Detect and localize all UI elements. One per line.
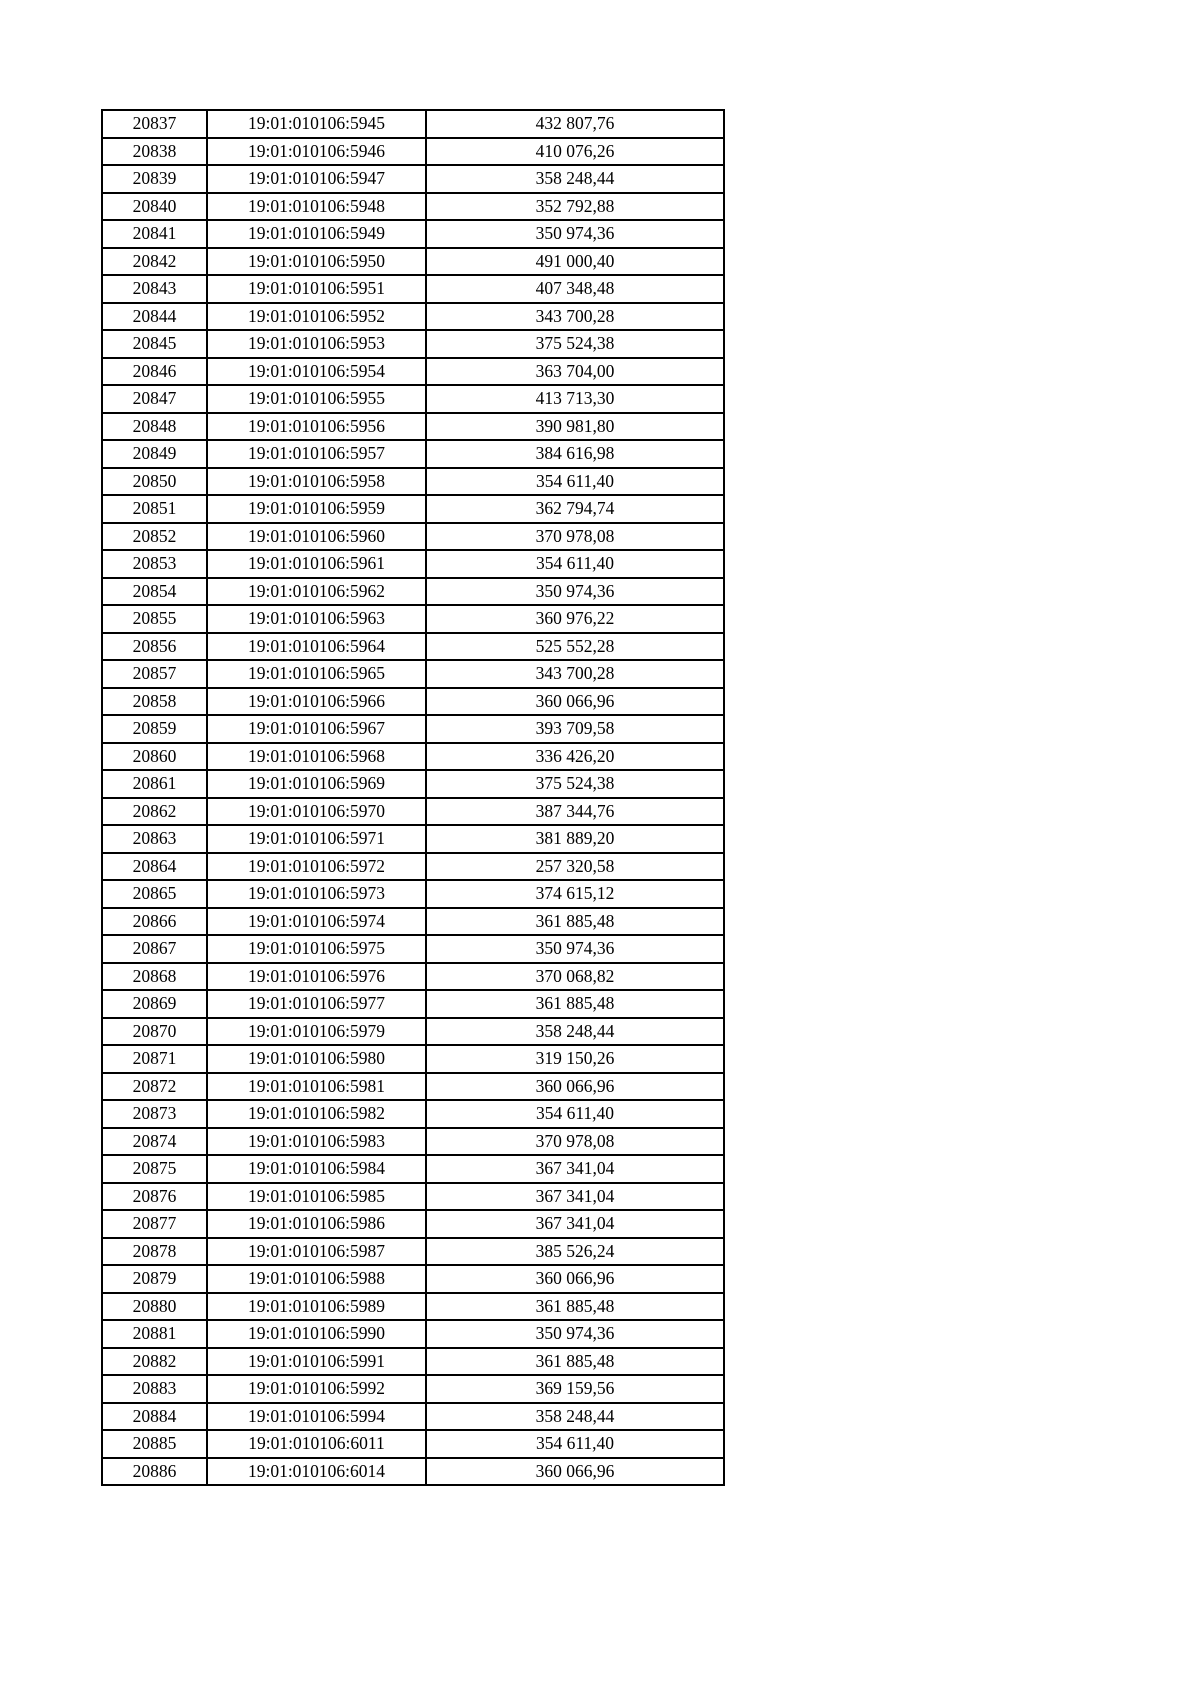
row-number-cell: 20839 — [102, 165, 207, 193]
row-number-cell: 20856 — [102, 633, 207, 661]
value-cell: 525 552,28 — [426, 633, 724, 661]
cadastral-number-cell: 19:01:010106:5991 — [207, 1348, 426, 1376]
table-row — [102, 165, 724, 193]
row-number-cell: 20869 — [102, 990, 207, 1018]
value-cell: 367 341,04 — [426, 1155, 724, 1183]
cadastral-number-cell: 19:01:010106:5963 — [207, 605, 426, 633]
row-number-cell: 20867 — [102, 935, 207, 963]
cadastral-number-cell: 19:01:010106:5989 — [207, 1293, 426, 1321]
cadastral-number-cell: 19:01:010106:5954 — [207, 358, 426, 386]
cadastral-number-cell: 19:01:010106:5977 — [207, 990, 426, 1018]
cadastral-number-cell: 19:01:010106:5955 — [207, 385, 426, 413]
row-number-cell: 20884 — [102, 1403, 207, 1431]
value-cell: 370 978,08 — [426, 1128, 724, 1156]
table-row — [102, 1430, 724, 1458]
table-row — [102, 853, 724, 881]
cadastral-number-cell: 19:01:010106:5983 — [207, 1128, 426, 1156]
value-cell: 370 978,08 — [426, 523, 724, 551]
row-number-cell: 20845 — [102, 330, 207, 358]
table-row — [102, 1238, 724, 1266]
row-number-cell: 20848 — [102, 413, 207, 441]
row-number-cell: 20849 — [102, 440, 207, 468]
table-row — [102, 798, 724, 826]
row-number-cell: 20853 — [102, 550, 207, 578]
table-row — [102, 330, 724, 358]
table-row — [102, 303, 724, 331]
row-number-cell: 20860 — [102, 743, 207, 771]
table-row — [102, 1265, 724, 1293]
value-cell: 350 974,36 — [426, 935, 724, 963]
row-number-cell: 20837 — [102, 110, 207, 138]
value-cell: 367 341,04 — [426, 1210, 724, 1238]
table-row — [102, 523, 724, 551]
table-row — [102, 880, 724, 908]
row-number-cell: 20886 — [102, 1458, 207, 1486]
cadastral-number-cell: 19:01:010106:5979 — [207, 1018, 426, 1046]
value-cell: 381 889,20 — [426, 825, 724, 853]
table-row — [102, 385, 724, 413]
row-number-cell: 20866 — [102, 908, 207, 936]
row-number-cell: 20875 — [102, 1155, 207, 1183]
table-row — [102, 1018, 724, 1046]
value-cell: 319 150,26 — [426, 1045, 724, 1073]
row-number-cell: 20868 — [102, 963, 207, 991]
cadastral-number-cell: 19:01:010106:5968 — [207, 743, 426, 771]
row-number-cell: 20863 — [102, 825, 207, 853]
row-number-cell: 20879 — [102, 1265, 207, 1293]
table-row — [102, 193, 724, 221]
cadastral-number-cell: 19:01:010106:5970 — [207, 798, 426, 826]
table-row — [102, 688, 724, 716]
table-row — [102, 743, 724, 771]
cadastral-number-cell: 19:01:010106:5980 — [207, 1045, 426, 1073]
cadastral-number-cell: 19:01:010106:5971 — [207, 825, 426, 853]
row-number-cell: 20844 — [102, 303, 207, 331]
row-number-cell: 20843 — [102, 275, 207, 303]
row-number-cell: 20865 — [102, 880, 207, 908]
table-row — [102, 413, 724, 441]
value-cell: 350 974,36 — [426, 578, 724, 606]
table-row — [102, 990, 724, 1018]
value-cell: 360 066,96 — [426, 1073, 724, 1101]
cadastral-number-cell: 19:01:010106:5964 — [207, 633, 426, 661]
table-row — [102, 138, 724, 166]
cadastral-number-cell: 19:01:010106:5947 — [207, 165, 426, 193]
cadastral-number-cell: 19:01:010106:5960 — [207, 523, 426, 551]
value-cell: 257 320,58 — [426, 853, 724, 881]
row-number-cell: 20874 — [102, 1128, 207, 1156]
table-row — [102, 1155, 724, 1183]
value-cell: 360 066,96 — [426, 1458, 724, 1486]
value-cell: 385 526,24 — [426, 1238, 724, 1266]
cadastral-number-cell: 19:01:010106:5986 — [207, 1210, 426, 1238]
value-cell: 354 611,40 — [426, 1100, 724, 1128]
value-cell: 336 426,20 — [426, 743, 724, 771]
cadastral-number-cell: 19:01:010106:5988 — [207, 1265, 426, 1293]
cadastral-number-cell: 19:01:010106:6011 — [207, 1430, 426, 1458]
row-number-cell: 20841 — [102, 220, 207, 248]
cadastral-number-cell: 19:01:010106:5973 — [207, 880, 426, 908]
table-row — [102, 550, 724, 578]
value-cell: 410 076,26 — [426, 138, 724, 166]
value-cell: 360 066,96 — [426, 688, 724, 716]
cadastral-number-cell: 19:01:010106:5982 — [207, 1100, 426, 1128]
row-number-cell: 20864 — [102, 853, 207, 881]
value-cell: 407 348,48 — [426, 275, 724, 303]
value-cell: 413 713,30 — [426, 385, 724, 413]
table-row — [102, 1183, 724, 1211]
value-cell: 361 885,48 — [426, 1293, 724, 1321]
table-row — [102, 578, 724, 606]
cadastral-number-cell: 19:01:010106:5972 — [207, 853, 426, 881]
table-row — [102, 275, 724, 303]
table-row — [102, 1045, 724, 1073]
table-row — [102, 963, 724, 991]
row-number-cell: 20857 — [102, 660, 207, 688]
cadastral-number-cell: 19:01:010106:5945 — [207, 110, 426, 138]
cadastral-number-cell: 19:01:010106:5956 — [207, 413, 426, 441]
cadastral-number-cell: 19:01:010106:5949 — [207, 220, 426, 248]
row-number-cell: 20877 — [102, 1210, 207, 1238]
value-cell: 352 792,88 — [426, 193, 724, 221]
row-number-cell: 20859 — [102, 715, 207, 743]
cadastral-number-cell: 19:01:010106:5950 — [207, 248, 426, 276]
cadastral-number-cell: 19:01:010106:5951 — [207, 275, 426, 303]
row-number-cell: 20850 — [102, 468, 207, 496]
row-number-cell: 20852 — [102, 523, 207, 551]
row-number-cell: 20880 — [102, 1293, 207, 1321]
table-row — [102, 715, 724, 743]
row-number-cell: 20862 — [102, 798, 207, 826]
cadastral-number-cell: 19:01:010106:5974 — [207, 908, 426, 936]
row-number-cell: 20840 — [102, 193, 207, 221]
table-body — [102, 110, 724, 1485]
table-row — [102, 110, 724, 138]
value-cell: 360 976,22 — [426, 605, 724, 633]
cadastral-number-cell: 19:01:010106:5987 — [207, 1238, 426, 1266]
table-row — [102, 1403, 724, 1431]
table-row — [102, 358, 724, 386]
row-number-cell: 20846 — [102, 358, 207, 386]
table-row — [102, 770, 724, 798]
table-row — [102, 1210, 724, 1238]
cadastral-number-cell: 19:01:010106:5984 — [207, 1155, 426, 1183]
cadastral-number-cell: 19:01:010106:5975 — [207, 935, 426, 963]
row-number-cell: 20883 — [102, 1375, 207, 1403]
cadastral-number-cell: 19:01:010106:5948 — [207, 193, 426, 221]
table-row — [102, 220, 724, 248]
row-number-cell: 20838 — [102, 138, 207, 166]
value-cell: 358 248,44 — [426, 165, 724, 193]
row-number-cell: 20872 — [102, 1073, 207, 1101]
cadastral-number-cell: 19:01:010106:5953 — [207, 330, 426, 358]
cadastral-number-cell: 19:01:010106:6014 — [207, 1458, 426, 1486]
row-number-cell: 20885 — [102, 1430, 207, 1458]
value-cell: 375 524,38 — [426, 330, 724, 358]
value-cell: 384 616,98 — [426, 440, 724, 468]
table-row — [102, 935, 724, 963]
row-number-cell: 20861 — [102, 770, 207, 798]
row-number-cell: 20878 — [102, 1238, 207, 1266]
value-cell: 375 524,38 — [426, 770, 724, 798]
row-number-cell: 20854 — [102, 578, 207, 606]
value-cell: 361 885,48 — [426, 1348, 724, 1376]
cadastral-number-cell: 19:01:010106:5990 — [207, 1320, 426, 1348]
cadastral-number-cell: 19:01:010106:5958 — [207, 468, 426, 496]
cadastral-number-cell: 19:01:010106:5966 — [207, 688, 426, 716]
cadastral-number-cell: 19:01:010106:5962 — [207, 578, 426, 606]
value-cell: 358 248,44 — [426, 1403, 724, 1431]
cadastral-number-cell: 19:01:010106:5994 — [207, 1403, 426, 1431]
value-cell: 350 974,36 — [426, 220, 724, 248]
value-cell: 432 807,76 — [426, 110, 724, 138]
row-number-cell: 20842 — [102, 248, 207, 276]
table-row — [102, 1458, 724, 1486]
cadastral-number-cell: 19:01:010106:5981 — [207, 1073, 426, 1101]
table-row — [102, 468, 724, 496]
value-cell: 354 611,40 — [426, 1430, 724, 1458]
table-row — [102, 1293, 724, 1321]
cadastral-number-cell: 19:01:010106:5969 — [207, 770, 426, 798]
row-number-cell: 20881 — [102, 1320, 207, 1348]
value-cell: 363 704,00 — [426, 358, 724, 386]
row-number-cell: 20847 — [102, 385, 207, 413]
value-cell: 354 611,40 — [426, 468, 724, 496]
cadastral-number-cell: 19:01:010106:5976 — [207, 963, 426, 991]
table-row — [102, 1100, 724, 1128]
table-row — [102, 660, 724, 688]
value-cell: 358 248,44 — [426, 1018, 724, 1046]
table-row — [102, 1320, 724, 1348]
cadastral-number-cell: 19:01:010106:5952 — [207, 303, 426, 331]
value-cell: 374 615,12 — [426, 880, 724, 908]
row-number-cell: 20851 — [102, 495, 207, 523]
value-cell: 390 981,80 — [426, 413, 724, 441]
table-row — [102, 248, 724, 276]
value-cell: 360 066,96 — [426, 1265, 724, 1293]
table-row — [102, 440, 724, 468]
value-cell: 350 974,36 — [426, 1320, 724, 1348]
value-cell: 361 885,48 — [426, 908, 724, 936]
row-number-cell: 20871 — [102, 1045, 207, 1073]
row-number-cell: 20873 — [102, 1100, 207, 1128]
cadastral-number-cell: 19:01:010106:5961 — [207, 550, 426, 578]
cadastral-value-table — [101, 109, 725, 1486]
cadastral-number-cell: 19:01:010106:5985 — [207, 1183, 426, 1211]
value-cell: 362 794,74 — [426, 495, 724, 523]
value-cell: 370 068,82 — [426, 963, 724, 991]
table-row — [102, 495, 724, 523]
table-row — [102, 633, 724, 661]
value-cell: 354 611,40 — [426, 550, 724, 578]
cadastral-number-cell: 19:01:010106:5959 — [207, 495, 426, 523]
value-cell: 387 344,76 — [426, 798, 724, 826]
value-cell: 343 700,28 — [426, 660, 724, 688]
row-number-cell: 20876 — [102, 1183, 207, 1211]
row-number-cell: 20870 — [102, 1018, 207, 1046]
table-row — [102, 1348, 724, 1376]
cadastral-number-cell: 19:01:010106:5957 — [207, 440, 426, 468]
value-cell: 367 341,04 — [426, 1183, 724, 1211]
row-number-cell: 20882 — [102, 1348, 207, 1376]
value-cell: 491 000,40 — [426, 248, 724, 276]
table-row — [102, 1073, 724, 1101]
value-cell: 369 159,56 — [426, 1375, 724, 1403]
row-number-cell: 20855 — [102, 605, 207, 633]
table-row — [102, 605, 724, 633]
table-row — [102, 825, 724, 853]
cadastral-number-cell: 19:01:010106:5967 — [207, 715, 426, 743]
cadastral-number-cell: 19:01:010106:5965 — [207, 660, 426, 688]
table-row — [102, 1375, 724, 1403]
value-cell: 361 885,48 — [426, 990, 724, 1018]
cadastral-number-cell: 19:01:010106:5992 — [207, 1375, 426, 1403]
value-cell: 393 709,58 — [426, 715, 724, 743]
cadastral-number-cell: 19:01:010106:5946 — [207, 138, 426, 166]
table-row — [102, 908, 724, 936]
value-cell: 343 700,28 — [426, 303, 724, 331]
row-number-cell: 20858 — [102, 688, 207, 716]
table-row — [102, 1128, 724, 1156]
